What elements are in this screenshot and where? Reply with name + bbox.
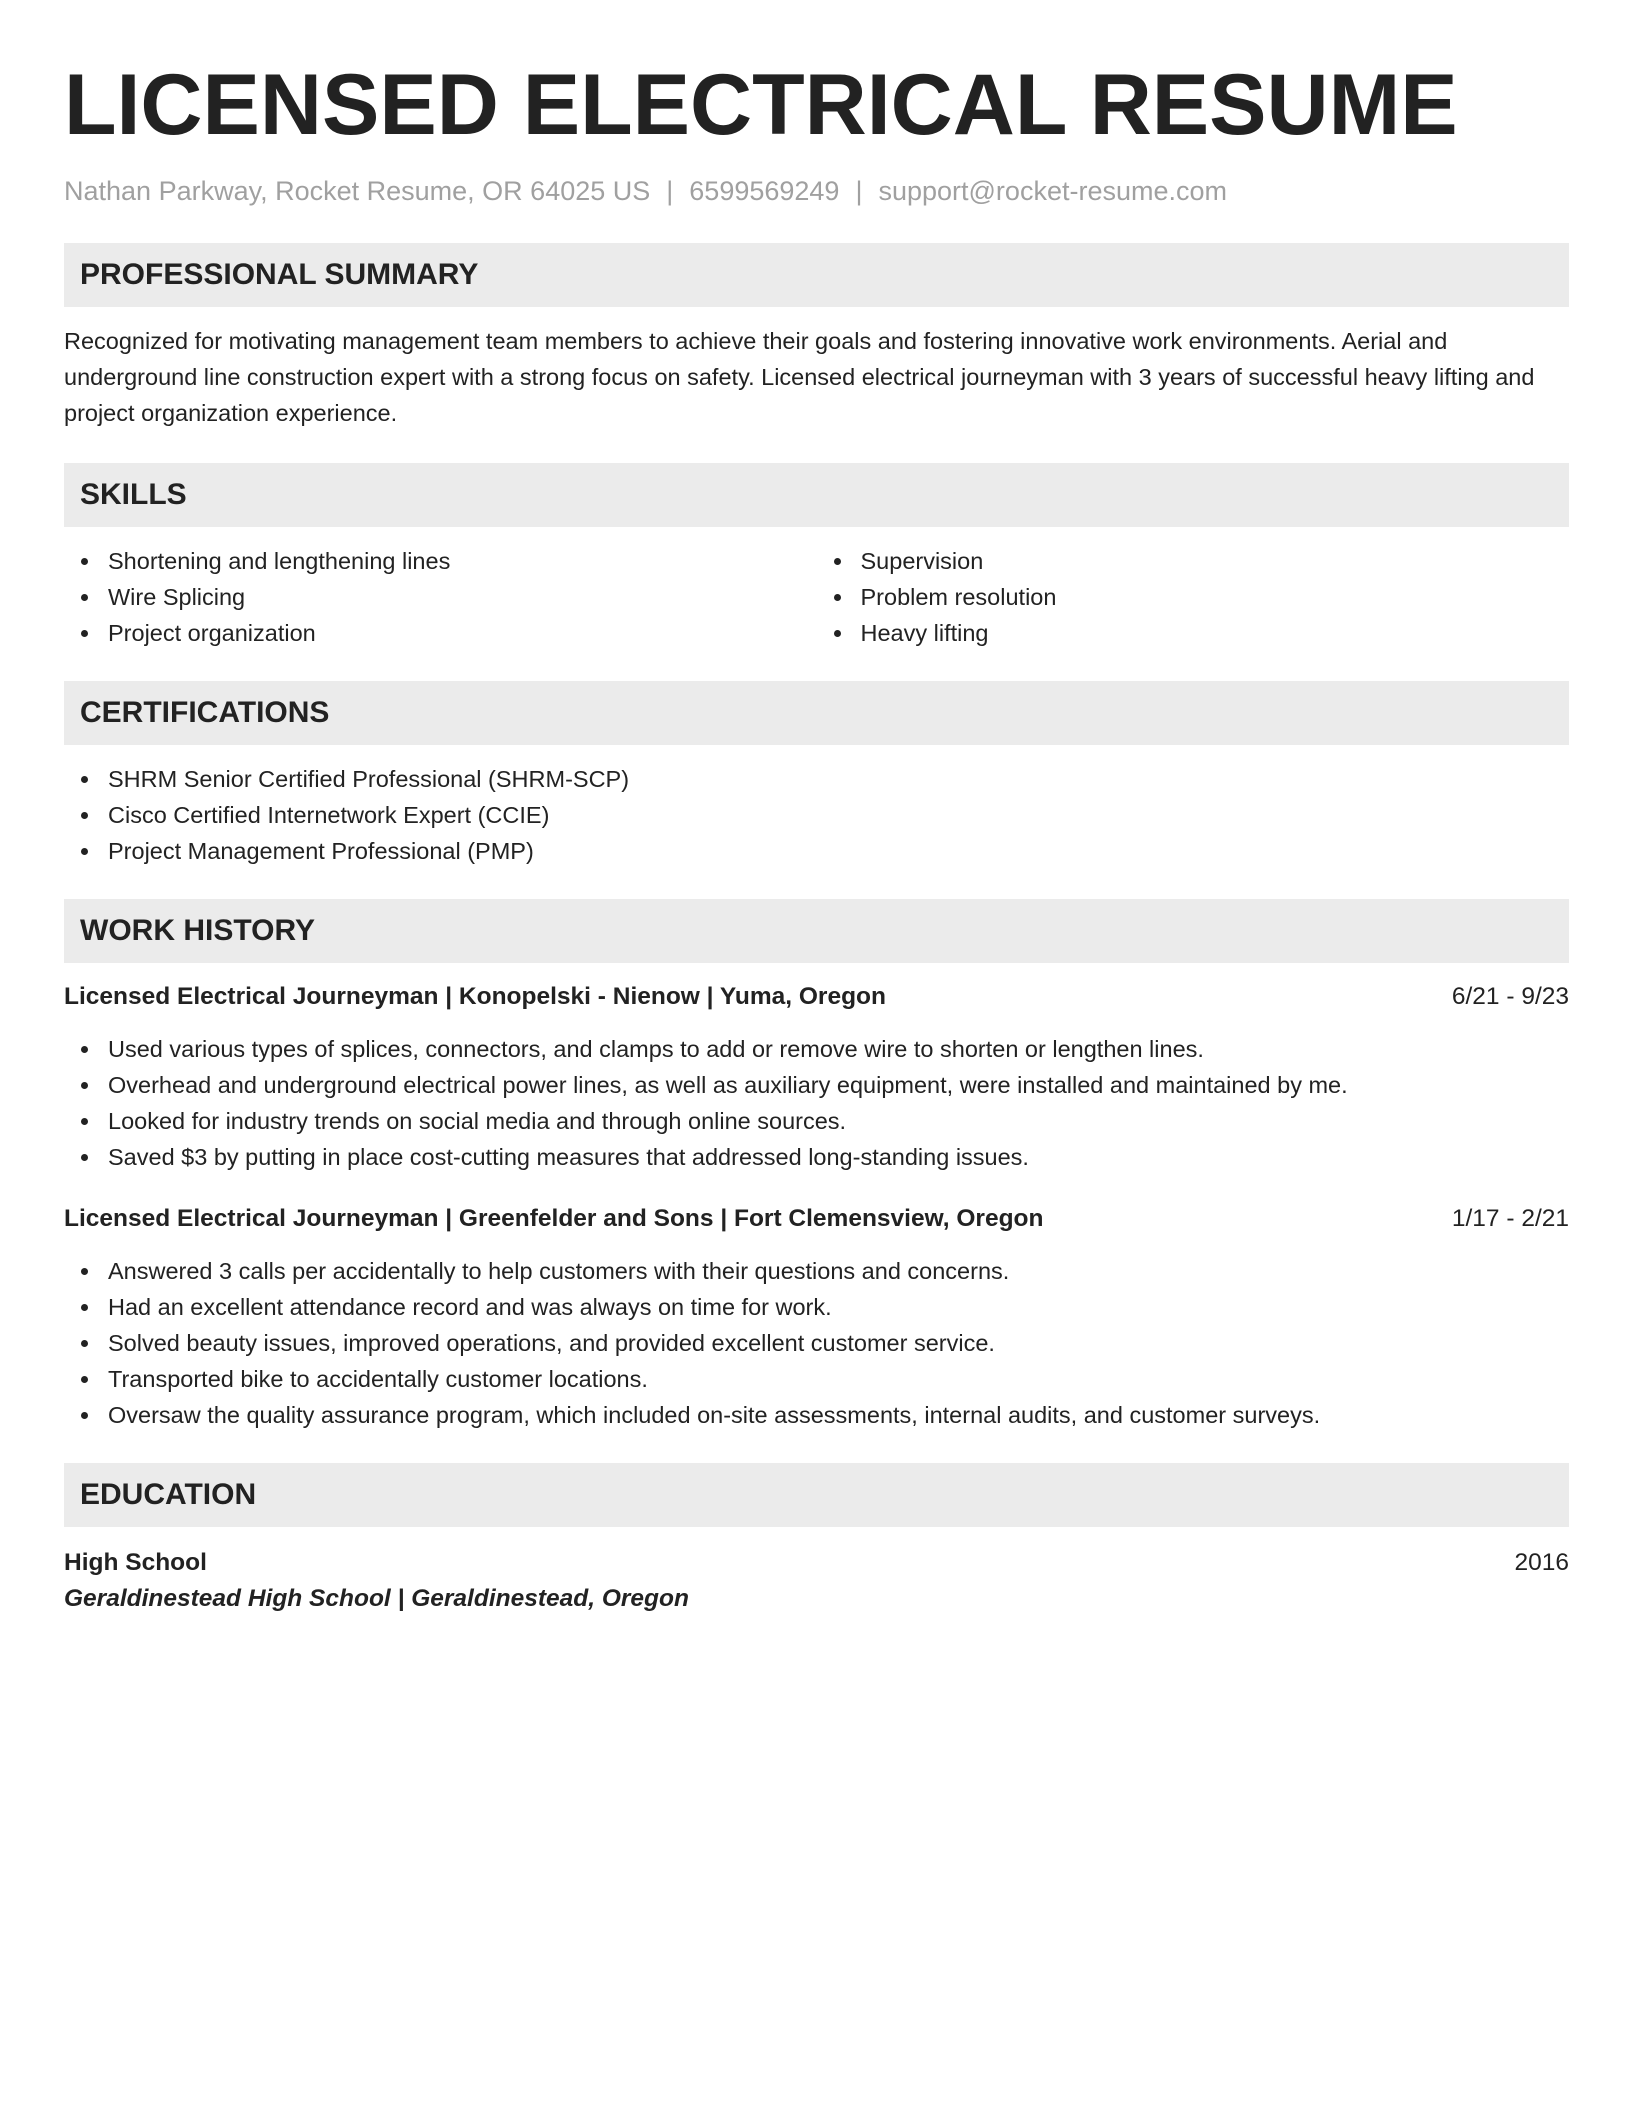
bullet-icon	[81, 630, 88, 637]
contact-separator: |	[666, 176, 674, 206]
contact-separator: |	[855, 176, 863, 206]
bullet-icon	[81, 1154, 88, 1161]
skills-list-left	[64, 543, 817, 651]
job-header	[64, 1201, 1569, 1237]
list-item	[64, 579, 817, 615]
bullet-text: Looked for industry trends on social media and through online sources.	[108, 1108, 847, 1134]
bullet-icon	[81, 1046, 88, 1053]
bullet-icon	[834, 594, 841, 601]
summary-text: Recognized for motivating management team members to achieve their goals and fostering innovative work environments. Aerial and underground line construction expert with a strong focus on safety. Licensed electrical journeyman with 3 years of successful heavy lifting and project organization experience.	[64, 328, 1535, 426]
list-item	[64, 1289, 1569, 1325]
bullet-icon	[834, 558, 841, 565]
list-item	[817, 543, 1570, 579]
skill-text: Heavy lifting	[860, 620, 989, 646]
bullet-icon	[834, 630, 841, 637]
certification-text: SHRM Senior Certified Professional (SHRM-SCP)	[108, 766, 630, 792]
certification-text: Cisco Certified Internetwork Expert (CCIE)	[108, 802, 550, 828]
job-title: Licensed Electrical Journeyman | Konopelski - Nienow | Yuma, Oregon	[64, 983, 886, 1010]
certification-text: Project Management Professional (PMP)	[108, 838, 534, 864]
education-degree: High School	[64, 1549, 207, 1576]
job-dates: 1/17 - 2/21	[1451, 1205, 1569, 1232]
list-item	[64, 543, 817, 579]
bullet-icon	[81, 1118, 88, 1125]
education-year: 2016	[1514, 1549, 1569, 1576]
contact-line	[64, 176, 1569, 207]
bullet-text: Transported bike to accidentally customer locations.	[108, 1366, 648, 1392]
skill-text: Project organization	[108, 620, 316, 646]
job-entry	[64, 979, 1569, 1175]
skills-list-right	[817, 543, 1570, 651]
skill-text: Shortening and lengthening lines	[108, 548, 451, 574]
list-item	[64, 761, 1569, 797]
bullet-icon	[81, 594, 88, 601]
section-header-work-history: WORK HISTORY	[64, 899, 1569, 963]
bullet-text: Answered 3 calls per accidentally to help customers with their questions and concerns.	[108, 1258, 1010, 1284]
list-item	[64, 615, 817, 651]
list-item	[64, 1397, 1569, 1433]
job-title: Licensed Electrical Journeyman | Greenfelder and Sons | Fort Clemensview, Oregon	[64, 1205, 1044, 1232]
bullet-icon	[81, 776, 88, 783]
certifications-list	[64, 761, 1569, 869]
job-bullets	[64, 1253, 1569, 1433]
list-item	[64, 1325, 1569, 1361]
bullet-text: Had an excellent attendance record and was always on time for work.	[108, 1294, 832, 1320]
list-item	[64, 797, 1569, 833]
list-item	[64, 1031, 1569, 1067]
skill-text: Wire Splicing	[108, 584, 246, 610]
contact-email: support@rocket-resume.com	[878, 176, 1227, 206]
list-item	[817, 579, 1570, 615]
section-header-summary: PROFESSIONAL SUMMARY	[64, 243, 1569, 307]
resume-title: LICENSED ELECTRICAL RESUME	[64, 57, 1458, 153]
skills-grid	[64, 543, 1569, 651]
bullet-icon	[81, 1082, 88, 1089]
bullet-icon	[81, 558, 88, 565]
job-header	[64, 979, 1569, 1015]
bullet-icon	[81, 1304, 88, 1311]
education-header	[64, 1545, 1569, 1581]
bullet-icon	[81, 1340, 88, 1347]
bullet-icon	[81, 848, 88, 855]
skill-text: Supervision	[860, 548, 984, 574]
list-item	[64, 833, 1569, 869]
bullet-icon	[81, 812, 88, 819]
section-header-education: EDUCATION	[64, 1463, 1569, 1527]
section-header-skills: SKILLS	[64, 463, 1569, 527]
job-dates: 6/21 - 9/23	[1451, 983, 1569, 1010]
bullet-icon	[81, 1376, 88, 1383]
section-header-certifications: CERTIFICATIONS	[64, 681, 1569, 745]
list-item	[64, 1253, 1569, 1289]
list-item	[64, 1139, 1569, 1175]
list-item	[817, 615, 1570, 651]
skills-column-right	[817, 543, 1570, 651]
contact-phone: 6599569249	[689, 176, 840, 206]
education-school: Geraldinestead High School | Geraldinestead, Oregon	[64, 1585, 689, 1612]
job-bullets	[64, 1031, 1569, 1175]
list-item	[64, 1361, 1569, 1397]
list-item	[64, 1103, 1569, 1139]
skills-column-left	[64, 543, 817, 651]
education-entry	[64, 1545, 1569, 1617]
bullet-text: Saved $3 by putting in place cost-cutting measures that addressed long-standing issues.	[108, 1144, 1029, 1170]
list-item	[64, 1067, 1569, 1103]
job-entry	[64, 1201, 1569, 1433]
bullet-icon	[81, 1268, 88, 1275]
bullet-text: Used various types of splices, connectors, and clamps to add or remove wire to shorten or lengthen lines.	[108, 1036, 1204, 1062]
contact-address: Nathan Parkway, Rocket Resume, OR 64025 US	[64, 176, 651, 206]
bullet-icon	[81, 1412, 88, 1419]
bullet-text: Oversaw the quality assurance program, which included on-site assessments, internal audits, and customer surveys.	[108, 1402, 1321, 1428]
bullet-text: Solved beauty issues, improved operations, and provided excellent customer service.	[108, 1330, 995, 1356]
skill-text: Problem resolution	[860, 584, 1057, 610]
bullet-text: Overhead and underground electrical power lines, as well as auxiliary equipment, were installed and maintained by me.	[108, 1072, 1348, 1098]
